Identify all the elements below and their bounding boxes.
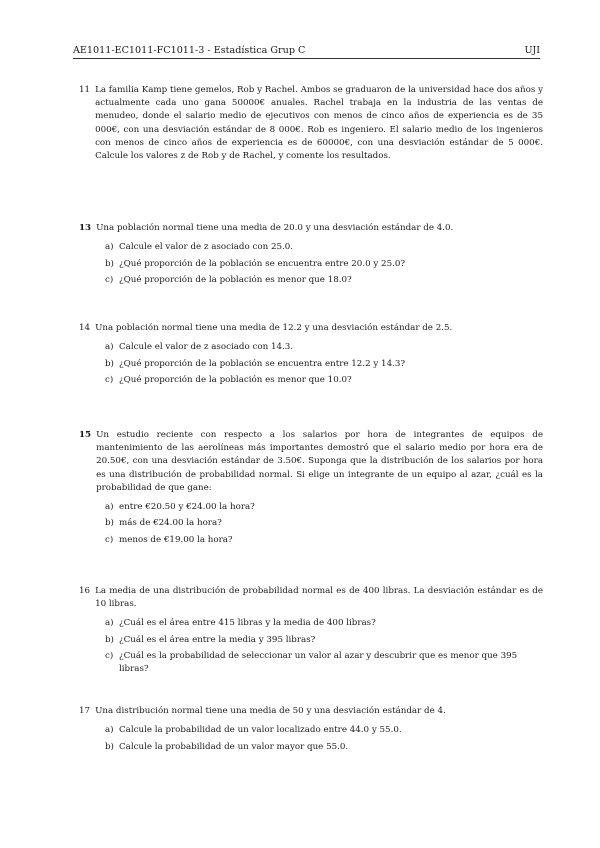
problem-number: 13 <box>79 223 92 233</box>
problem-11 <box>79 84 543 163</box>
part-label: a) <box>105 502 114 513</box>
problem-number: 16 <box>79 586 91 596</box>
header-rule <box>73 58 540 59</box>
part-text: Calcule el valor de z asociado con 14.3. <box>119 342 294 353</box>
part-text: Calcule la probabilidad de un valor localizado entre 44.0 y 55.0. <box>119 725 402 736</box>
problem-part <box>105 274 543 287</box>
part-text: menos de €19.00 la hora? <box>119 534 233 545</box>
problem-statement: Una población normal tiene una media de 12.2 y una desviación estándar de 2.5. <box>95 323 453 333</box>
part-label: a) <box>105 242 114 253</box>
problem-part <box>105 534 543 547</box>
part-label: a) <box>105 618 114 629</box>
problem-14 <box>79 322 543 390</box>
part-label: b) <box>105 634 114 645</box>
part-text: entre €20.50 y €24.00 la hora? <box>119 502 255 513</box>
problem-statement: Un estudio reciente con respecto a los salarios por hora de integrantes de equipos de mantenimiento de las aerolíneas más importantes demostró que el salario medio por hora era de 20.50€, con una desviación estándar de 3.50€. Suponga que la distribución de los salarios por hora es una distribución de probabilidad normal. Si elige un integrante de un equipo al azar, ¿cuál es la probabilidad de que gane: <box>96 430 543 493</box>
problem-part <box>105 724 543 737</box>
problem-16 <box>79 585 543 680</box>
part-label: a) <box>105 725 114 736</box>
problem-13 <box>79 222 543 290</box>
part-label: b) <box>105 741 114 752</box>
part-text: Calcule el valor de z asociado con 25.0. <box>119 242 294 253</box>
part-text: Calcule la probabilidad de un valor mayor que 55.0. <box>119 741 349 752</box>
part-label: c) <box>105 534 114 545</box>
problem-parts <box>105 341 543 387</box>
problem-part <box>105 634 543 647</box>
part-text: ¿Qué proporción de la población se encuentra entre 20.0 y 25.0? <box>119 258 406 269</box>
problem-part <box>105 741 543 754</box>
part-text: ¿Cuál es el área entre la media y 395 libras? <box>119 634 316 645</box>
part-label: b) <box>105 258 114 269</box>
problem-parts <box>105 501 543 547</box>
problem-part <box>105 341 543 354</box>
problem-number: 14 <box>79 323 91 333</box>
problem-number: 15 <box>79 430 92 440</box>
part-label: b) <box>105 518 114 529</box>
problem-part <box>105 258 543 271</box>
problem-part <box>105 358 543 371</box>
problem-statement: La familia Kamp tiene gemelos, Rob y Rachel. Ambos se graduaron de la universidad hace dos años y actualmente cada uno gana 50000€ anuales. Rachel trabaja en la industria de las ventas de menudeo, donde el salario medio de ejecutivos con menos de cinco años de experiencia es de 35 000€, con una desviación estándar de 8 000€. Rob es ingeniero. El salario medio de los ingenieros con menos de cinco años de experiencia es de 60000€, con una desviación estándar de 5 000€. Calcule los valores z de Rob y de Rachel, y comente los resultados. <box>95 85 543 162</box>
page-header <box>73 40 540 56</box>
problem-part <box>105 501 543 514</box>
part-text: ¿Qué proporción de la población es menor que 18.0? <box>119 274 352 285</box>
problem-number: 17 <box>79 706 91 716</box>
problem-part <box>105 241 543 254</box>
problem-statement: La media de una distribución de probabilidad normal es de 400 libras. La desviación estándar es de 10 libras. <box>95 586 543 610</box>
part-text: ¿Qué proporción de la población se encuentra entre 12.2 y 14.3? <box>119 358 406 369</box>
part-text: ¿Qué proporción de la población es menor que 10.0? <box>119 374 352 385</box>
problem-parts <box>105 617 543 676</box>
problem-number: 11 <box>79 85 91 95</box>
problem-part <box>105 650 543 676</box>
problem-parts <box>105 241 543 287</box>
problem-parts <box>105 724 543 754</box>
course-title: AE1011-EC1011-FC1011-3 - Estadística Grup C <box>73 45 306 56</box>
problem-part <box>105 517 543 530</box>
part-label: c) <box>105 651 114 662</box>
problem-statement: Una distribución normal tiene una media de 50 y una desviación estándar de 4. <box>95 706 446 716</box>
part-text: ¿Cuál es el área entre 415 libras y la media de 400 libras? <box>119 618 376 629</box>
part-label: c) <box>105 374 114 385</box>
problem-part <box>105 374 543 387</box>
part-label: a) <box>105 342 114 353</box>
part-text: ¿Cuál es la probabilidad de seleccionar un valor al azar y descubrir que es menor que 395 libras? <box>119 651 518 675</box>
institution-label: UJI <box>524 45 540 56</box>
problem-statement: Una población normal tiene una media de 20.0 y una desviación estándar de 4.0. <box>96 223 454 233</box>
problem-17 <box>79 705 543 757</box>
part-label: c) <box>105 274 114 285</box>
part-text: más de €24.00 la hora? <box>119 518 222 529</box>
part-label: b) <box>105 358 114 369</box>
problem-15 <box>79 429 543 550</box>
problem-part <box>105 617 543 630</box>
